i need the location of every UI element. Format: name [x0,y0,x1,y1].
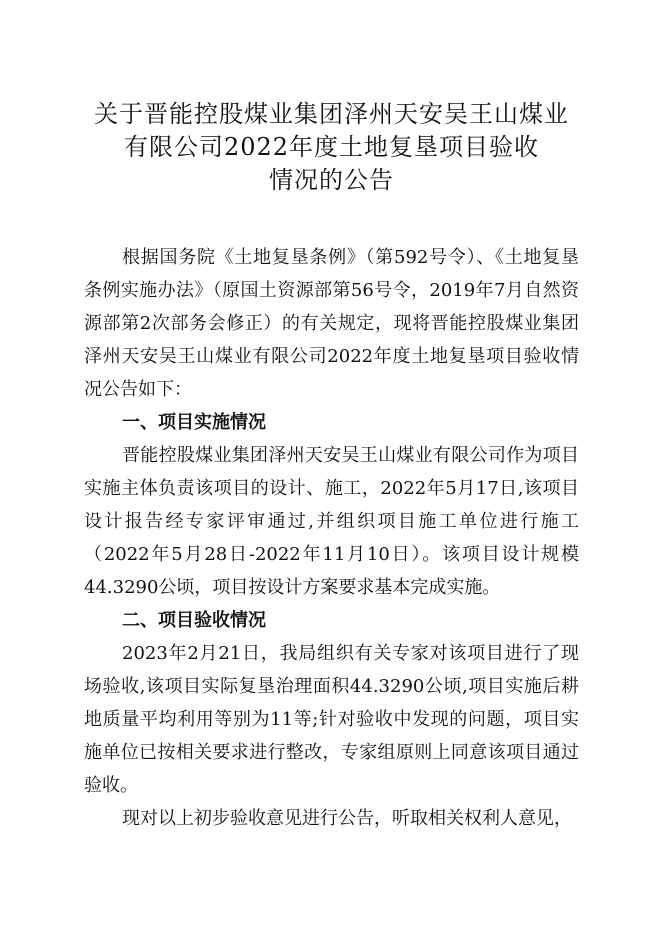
document-body [84,241,579,835]
title-line-2: 有限公司2022年度土地复垦项目验收 [123,133,540,161]
document-title [84,98,579,197]
title-line-3: 情况的公告 [269,166,394,194]
title-line-1: 关于晋能控股煤业集团泽州天安吴王山煤业 [94,100,569,128]
section-1-paragraph: 晋能控股煤业集团泽州天安吴王山煤业有限公司作为项目实施主体负责该项目的设计、施工，2022年5月17日,该项目设计报告经专家评审通过,并组织项目施工单位进行施工（2022年5月28日-2022年11月10日）。该项目设计规模44.3290公顷，项目按设计方案要求基本完成实施。 [84,445,579,598]
section-1-heading: 一、项目实施情况 [122,412,266,433]
closing-paragraph: 现对以上初步验收意见进行公告，听取相关权利人意见， [122,808,572,829]
intro-paragraph: 根据国务院《土地复垦条例》（第592号令）、《土地复垦条例实施办法》（原国土资源部第56号令，2019年7月自然资源部第2次部务会修正）的有关规定，现将晋能控股煤业集团泽州天安吴王山煤业有限公司2022年度土地复垦项目验收情况公告如下： [84,247,579,400]
section-2-heading: 二、项目验收情况 [122,610,266,631]
section-2-paragraph: 2023年2月21日，我局组织有关专家对该项目进行了现场验收,该项目实际复垦治理面积44.3290公顷,项目实施后耕地质量平均利用等别为11等;针对验收中发现的问题，项目实施单位已按相关要求进行整改，专家组原则上同意该项目通过验收。 [84,643,579,796]
